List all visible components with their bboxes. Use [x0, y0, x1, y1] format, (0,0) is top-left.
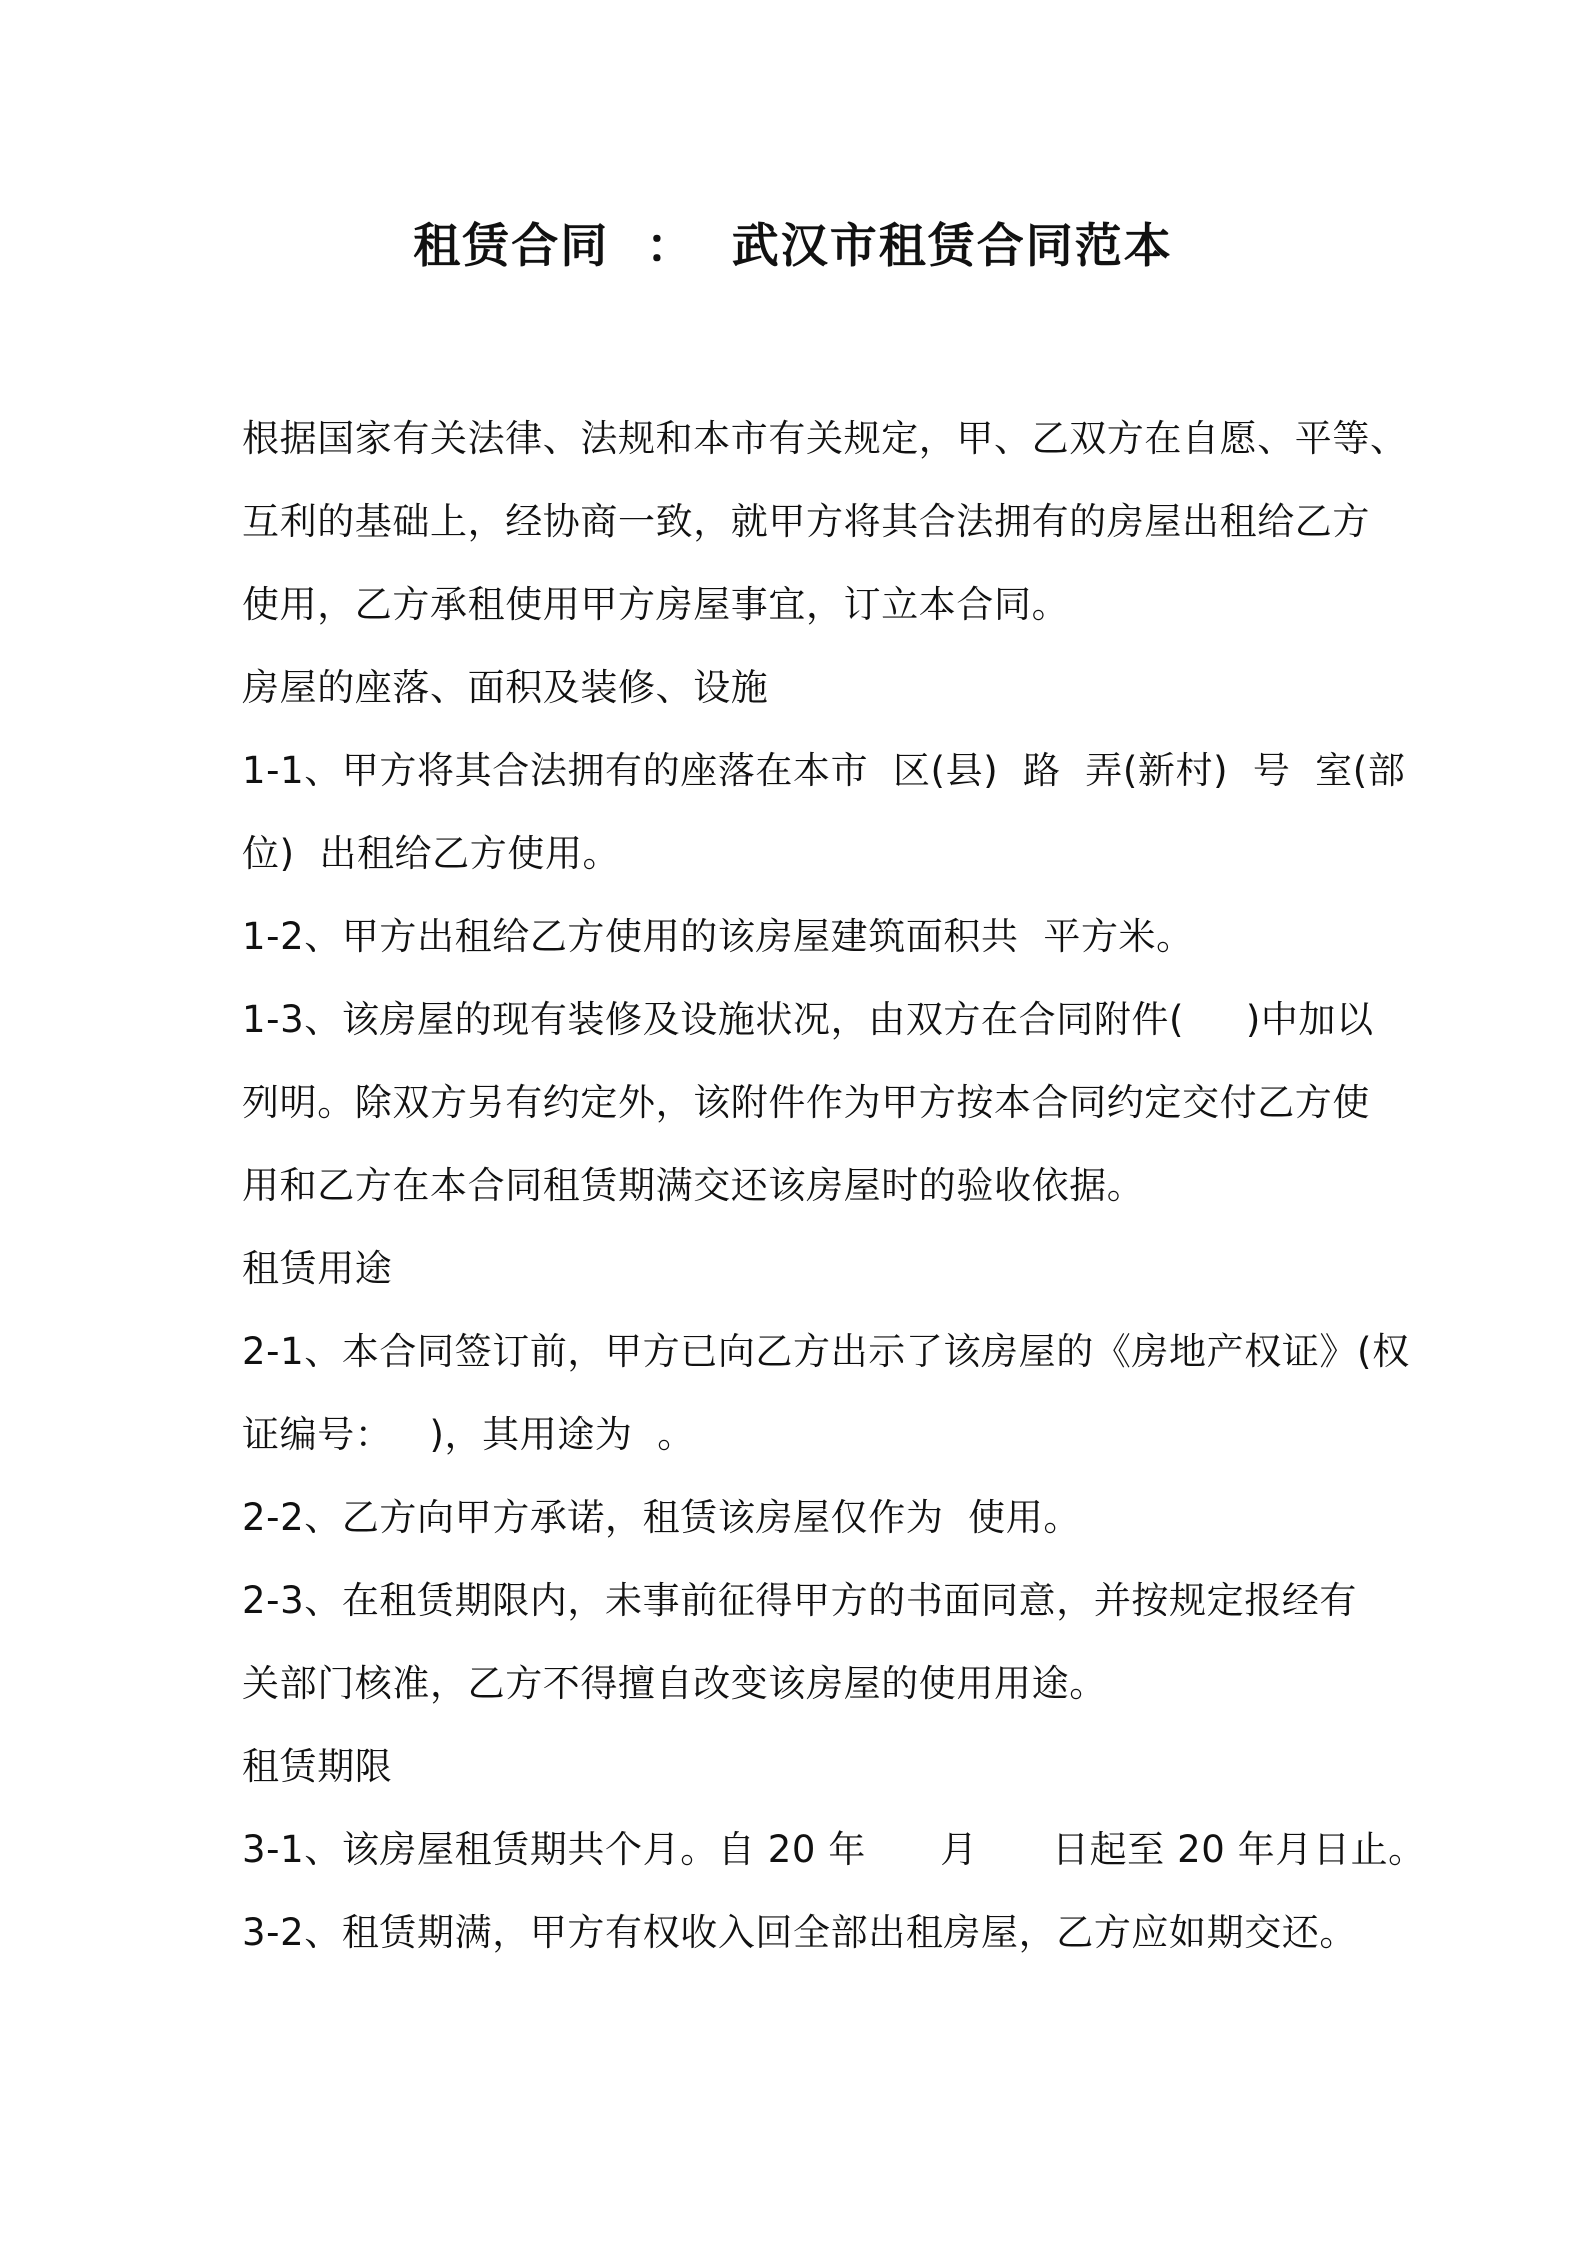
paragraph-line: 关部门核准，乙方不得擅自改变该房屋的使用用途。: [242, 1662, 1107, 1705]
section-heading: 租赁用途: [242, 1247, 393, 1290]
paragraph-line: 互利的基础上，经协商一致，就甲方将其合法拥有的房屋出租给乙方: [242, 500, 1370, 543]
paragraph-line: 2-1、本合同签订前，甲方已向乙方出示了该房屋的《房地产权证》(权: [242, 1330, 1410, 1373]
paragraph-line: 证编号： )，其用途为 。: [242, 1413, 695, 1456]
document-title: 租赁合同 ： 武汉市租赁合同范本: [413, 219, 1173, 274]
paragraph-line: 列明。除双方另有约定外，该附件作为甲方按本合同约定交付乙方使: [242, 1081, 1370, 1124]
section-heading: 租赁期限: [242, 1745, 393, 1788]
paragraph-line: 1-2、甲方出租给乙方使用的该房屋建筑面积共 平方米。: [242, 915, 1194, 958]
section-heading: 房屋的座落、面积及装修、设施: [242, 666, 769, 709]
paragraph-line: 使用，乙方承租使用甲方房屋事宜，订立本合同。: [242, 583, 1070, 626]
paragraph-line: 根据国家有关法律、法规和本市有关规定，甲、乙双方在自愿、平等、: [242, 417, 1408, 460]
paragraph-line: 1-1、甲方将其合法拥有的座落在本市 区(县) 路 弄(新村) 号 室(部: [242, 749, 1406, 792]
paragraph-line: 2-2、乙方向甲方承诺，租赁该房屋仅作为 使用。: [242, 1496, 1081, 1539]
paragraph-line: 3-2、租赁期满，甲方有权收入回全部出租房屋，乙方应如期交还。: [242, 1911, 1358, 1954]
paragraph-line: 用和乙方在本合同租赁期满交还该房屋时的验收依据。: [242, 1164, 1145, 1207]
paragraph-line: 位) 出租给乙方使用。: [242, 832, 621, 875]
paragraph-line: 2-3、在租赁期限内，未事前征得甲方的书面同意，并按规定报经有: [242, 1579, 1358, 1622]
paragraph-line: 3-1、该房屋租赁期共个月。自 20 年 月 日起至 20 年月日止。: [242, 1828, 1426, 1871]
paragraph-line: 1-3、该房屋的现有装修及设施状况，由双方在合同附件( )中加以: [242, 998, 1374, 1041]
